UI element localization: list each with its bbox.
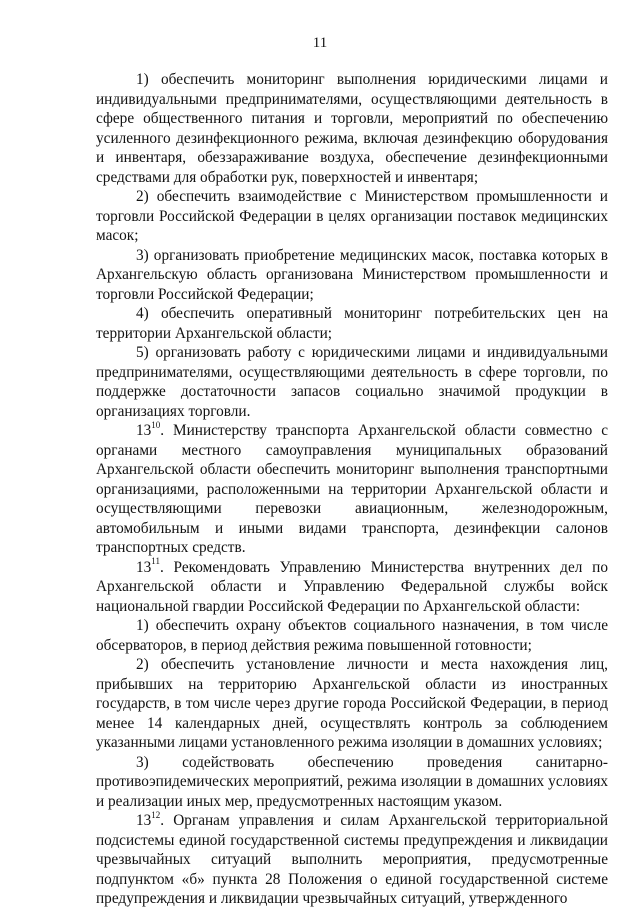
item-number	[136, 419, 161, 439]
paragraph-subitem-3: 3) организовать приобретение медицинских масок, поставка которых в Архангельскую область организована Министерством промышленности и торговли Российской Федерации;	[96, 246, 608, 303]
paragraph-subitem-2: 2) обеспечить установление личности и места нахождения лиц, прибывших на территорию Архангельской области из иностранных государств, в том числе через другие города Российской Федерации, в период менее 14 календарных дней, осуществлять контроль за соблюдением указанными лицами установленного режима изоляции в домашних условиях;	[96, 656, 608, 751]
paragraph-subitem-2: 2) обеспечить взаимодействие с Министерством промышленности и торговли Российской Федерации в целях организации поставок медицинских масок;	[96, 188, 608, 244]
paragraph-item-13-11	[96, 558, 608, 617]
paragraph-subitem-3: 3) содействовать обеспечению проведения санитарно-противоэпидемических мероприятий, режима изоляции в домашних условиях и реализации иных мер, предусмотренных настоящим указом.	[96, 753, 608, 810]
page-number: 11	[312, 35, 328, 51]
item-number-sup: 12	[151, 809, 161, 820]
paragraph-subitem-1: 1) обеспечить охрану объектов социального назначения, в том числе обсерваторов, в период действия режима повышенной готовности;	[96, 617, 608, 654]
paragraph-item-13-12	[96, 811, 608, 909]
item-text: . Органам управления и силам Архангельской территориальной подсистемы единой государственной системы предупреждения и ликвидации чрезвычайных ситуаций выполнить мероприятия, предусмотренные подпунктом «б» пункта 28 Положения о единой государственной системе предупреждения и ликвидации чрезвычайных ситуаций, утвержденного	[96, 812, 608, 907]
item-number	[136, 809, 161, 829]
item-number-sup: 10	[151, 419, 161, 430]
paragraph-subitem-1: 1) обеспечить мониторинг выполнения юридическими лицами и индивидуальными предпринимателями, осуществляющими деятельность в сфере общественного питания и торговли, мероприятий по обеспечению усиленного дезинфекционного режима, включая дезинфекцию оборудования и инвентаря, обеззараживание воздуха, обеспечение дезинфекционными средствами для обработки рук, поверхностей и инвентаря;	[96, 71, 608, 186]
item-number-main: 13	[136, 422, 152, 439]
item-number-sup: 11	[151, 556, 160, 567]
item-number	[136, 556, 160, 576]
paragraph-subitem-4: 4) обеспечить оперативный мониторинг потребительских цен на территории Архангельской области;	[96, 305, 608, 342]
item-text: . Рекомендовать Управлению Министерства внутренних дел по Архангельской области и Управлению Федеральной службы войск национальной гвардии Российской Федерации по Архангельской области:	[96, 558, 608, 615]
document-body	[96, 70, 608, 909]
item-text: . Министерству транспорта Архангельской области совместно с органами местного самоуправления муниципальных образований Архангельской области обеспечить мониторинг выполнения транспортными организациями, расположенными на территории Архангельской области и осуществляющими перевозки авиационным, железнодорожным, автомобильным и иными видами транспорта, дезинфекции салонов транспортных средств.	[96, 422, 608, 556]
item-number-main: 13	[136, 558, 152, 576]
paragraph-subitem-5: 5) организовать работу с юридическими лицами и индивидуальными предпринимателями, осуществляющими деятельность в сфере торговли, по поддержке достаточности запасов социально значимой продукции в организациях торговли.	[96, 344, 608, 420]
paragraph-item-13-10	[96, 421, 608, 558]
item-number-main: 13	[136, 812, 152, 829]
